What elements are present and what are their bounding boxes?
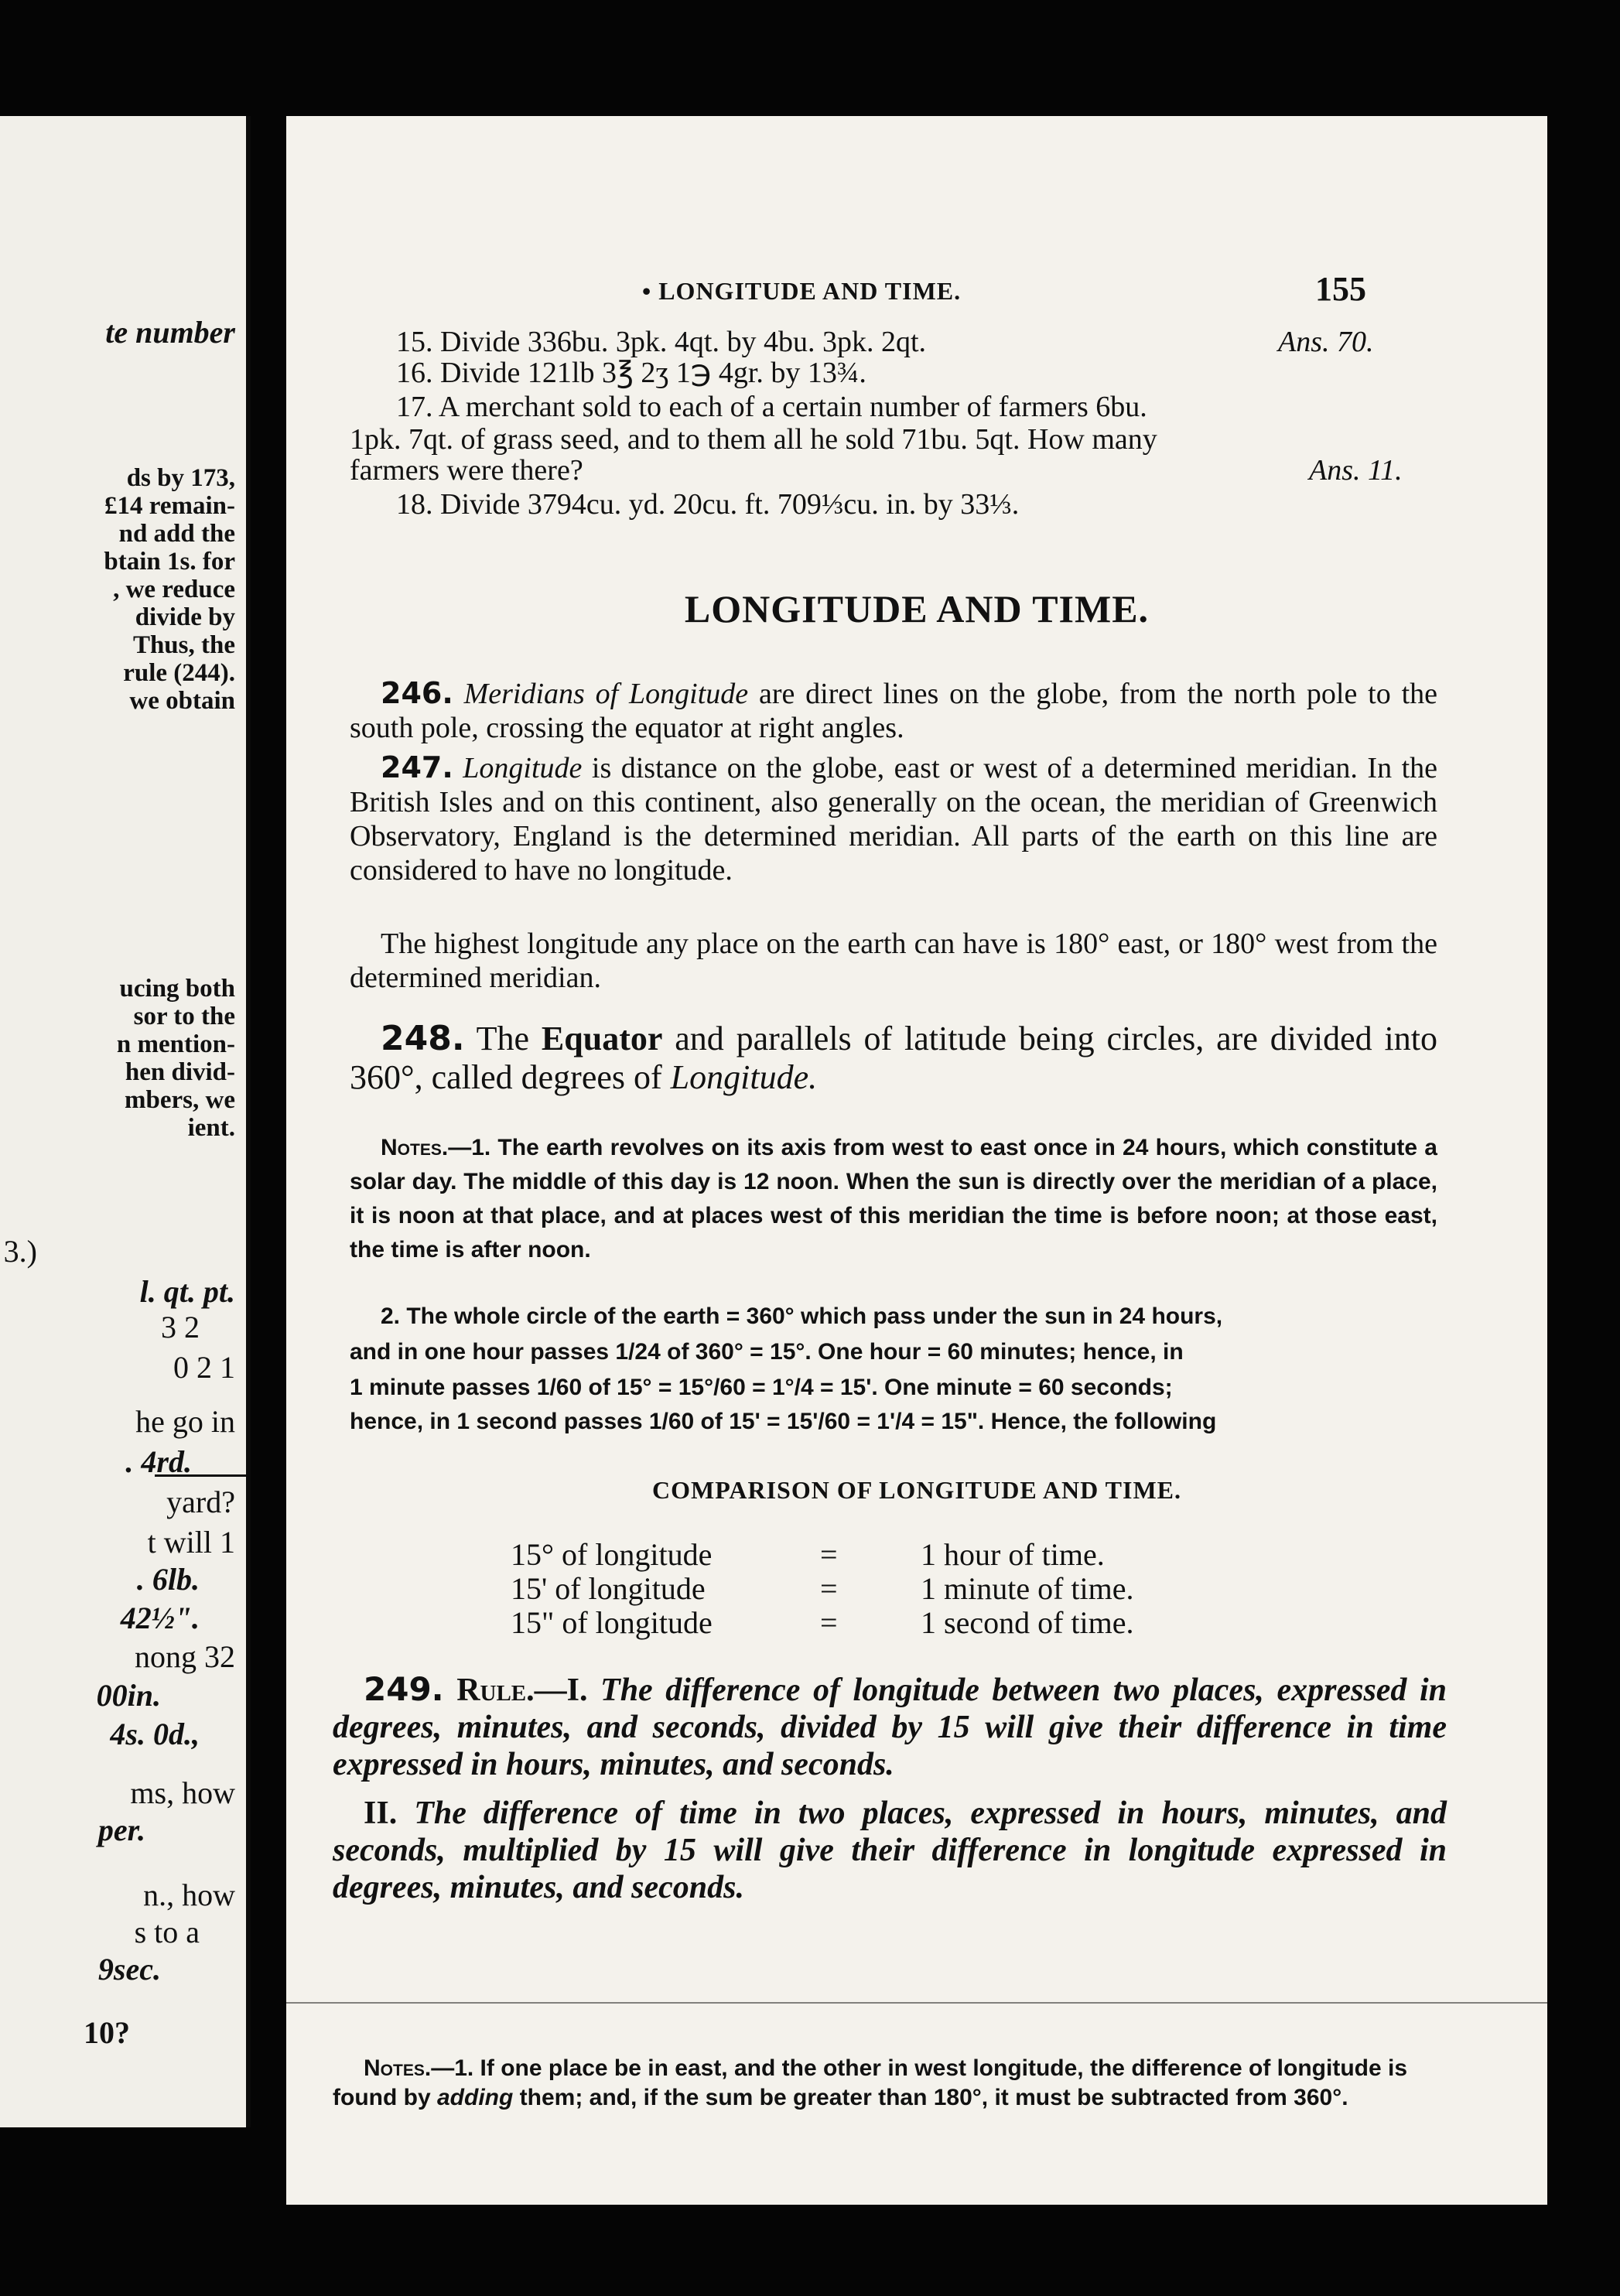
page-number: 155 (1315, 270, 1366, 308)
exercise-15-answer: Ans. 70. (1278, 326, 1374, 358)
comparison-equals: = (820, 1571, 838, 1606)
notes-label: Notes. (364, 2055, 432, 2081)
note-1-text: —1. The earth revolves on its axis from west to east once in 24 hours, which constitute a solar day. The middle of this day is 12 noon. When the sun is directly over the meridian of a place, it is noon at that place, and at places west of this meridian the time is before noon; at those east, the time is after noon. (350, 1135, 1437, 1262)
rule-249-part-1 (333, 1671, 1447, 1783)
article-number: 247. (381, 750, 453, 784)
note-2-line: 2. The whole circle of the earth = 360° which pass under the sun in 24 hours, (381, 1303, 1223, 1329)
comparison-right: 1 second of time. (921, 1605, 1134, 1640)
highest-longitude-paragraph: The highest longitude any place on the earth can have is 180° east, or 180° west from the determined meridian. (350, 928, 1437, 994)
left-line: yard? (166, 1485, 235, 1519)
article-number: 246. (381, 676, 453, 710)
left-line: 9sec. (97, 1952, 161, 1987)
left-line: Thus, the (132, 631, 235, 659)
left-line: 4s. 0d., (110, 1717, 200, 1751)
rule-249-part-2 (333, 1795, 1447, 1906)
left-line: . 4rd. (125, 1444, 192, 1479)
running-head: • LONGITUDE AND TIME. (642, 277, 962, 305)
article-text: The (476, 1020, 530, 1057)
book-gutter (251, 116, 286, 2166)
left-line: n., how (143, 1877, 235, 1912)
left-line: £14 remain- (104, 492, 235, 520)
left-line: 00in. (96, 1678, 161, 1713)
previous-page-fragment (0, 116, 251, 2127)
article-246 (350, 676, 1437, 745)
exercise-16: 16. Divide 121lb 3℥ 2ʒ 1℈ 4gr. by 13¾. (396, 357, 866, 389)
note-text: —1. If one place be in east, and the other in west longitude, the difference of longitude is found by (333, 2055, 1408, 2110)
page-155 (286, 116, 1547, 2205)
rule-text: The difference of time in two places, expressed in hours, minutes, and seconds, multiplied by 15 will give their difference in longitude expressed in degrees, minutes, and seconds. (333, 1795, 1447, 1905)
rule-label: Rule.—I. (456, 1672, 588, 1708)
left-line: ms, how (130, 1775, 235, 1810)
exercise-15: 15. Divide 336bu. 3pk. 4qt. by 4bu. 3pk. 2qt. (396, 326, 927, 358)
left-line: t will 1 (147, 1525, 235, 1560)
note-2-line: hence, in 1 second passes 1/60 of 15' = 15'/60 = 1'/4 = 15". Hence, the following (350, 1409, 1217, 1434)
left-line: nong 32 (135, 1639, 235, 1674)
note-2-line: and in one hour passes 1/24 of 360° = 15°. One hour = 60 minutes; hence, in (350, 1339, 1184, 1365)
left-line: l. qt. pt. (139, 1274, 235, 1309)
left-line: 42½". (120, 1601, 200, 1635)
article-text: is distance on the globe, east or west of a determined meridian. In the British Isles and on this continent, also generally on the ocean, the meridian of Greenwich Observatory, England is the determined meridian. All parts of the earth on this line are considered to have no longitude. (350, 752, 1438, 887)
left-line: per. (97, 1813, 145, 1847)
note-emphasis: adding (436, 2085, 514, 2110)
note-text: them; and, if the sum be greater than 180°, it must be subtracted from 360°. (519, 2085, 1348, 2110)
section-title: LONGITUDE AND TIME. (684, 587, 1150, 630)
notes-block-2 (333, 2054, 1447, 2113)
left-line: sor to the (133, 1003, 235, 1030)
exercise-17-line-2: 1pk. 7qt. of grass seed, and to them all he sold 71bu. 5qt. How many (350, 423, 1157, 456)
scan-line (286, 2002, 1547, 2004)
article-248 (350, 1020, 1437, 1097)
left-line: te number (105, 315, 235, 350)
article-number: 248. (381, 1019, 465, 1058)
comparison-equals: = (820, 1605, 838, 1640)
left-line: n mention- (116, 1030, 235, 1058)
exercise-18: 18. Divide 3794cu. yd. 20cu. ft. 709⅓cu. in. by 33⅓. (396, 488, 1020, 521)
notes-block-1 (350, 1131, 1437, 1267)
rule-label: II. (364, 1795, 398, 1831)
comparison-right: 1 hour of time. (921, 1537, 1105, 1572)
notes-label: Notes. (381, 1135, 449, 1160)
left-line: hen divid- (125, 1058, 235, 1086)
term-equator: Equator (541, 1020, 663, 1057)
exercise-17-answer: Ans. 11. (1309, 454, 1403, 487)
left-line: 3.) (3, 1234, 37, 1269)
left-line: 10? (84, 2015, 130, 2050)
comparison-left: 15° of longitude (511, 1537, 713, 1572)
left-line: 3 2 (161, 1310, 200, 1344)
left-line: ds by 173, (126, 464, 235, 492)
left-line: we obtain (129, 687, 235, 715)
left-line: ient. (187, 1114, 235, 1142)
comparison-left: 15" of longitude (511, 1605, 713, 1640)
left-line: btain 1s. for (104, 548, 235, 576)
left-line: , we reduce (113, 576, 235, 603)
exercise-17-line-3: farmers were there? (350, 454, 583, 487)
left-line: s to a (134, 1915, 200, 1949)
term-meridians: Meridians of Longitude (463, 678, 749, 710)
note-2-line: 1 minute passes 1/60 of 15° = 15°/60 = 1°/4 = 15'. One minute = 60 seconds; (350, 1375, 1173, 1400)
comparison-left: 15' of longitude (511, 1571, 706, 1606)
left-line: he go in (135, 1404, 235, 1439)
left-line: nd add the (118, 520, 235, 548)
comparison-right: 1 minute of time. (921, 1571, 1134, 1606)
article-text: and parallels of latitude being circles, are divided into 360°, called degrees of (350, 1020, 1437, 1096)
term-longitude: Longitude. (670, 1058, 818, 1096)
left-line: ucing both (119, 975, 235, 1003)
left-line: 0 2 1 (173, 1350, 235, 1385)
left-line: rule (244). (123, 659, 235, 687)
left-line: mbers, we (125, 1086, 235, 1114)
comparison-equals: = (820, 1537, 838, 1572)
rule-text: The difference of longitude between two places, expressed in degrees, minutes, and seconds, divided by 15 will give their difference in time expressed in hours, minutes, and seconds. (333, 1672, 1447, 1782)
comparison-heading: COMPARISON OF LONGITUDE AND TIME. (651, 1476, 1181, 1504)
left-line: divide by (135, 603, 235, 631)
exercise-17-line-1: 17. A merchant sold to each of a certain number of farmers 6bu. (396, 391, 1147, 423)
article-number: 249. (364, 1670, 444, 1708)
term-longitude: Longitude (463, 752, 583, 784)
left-line: . 6lb. (136, 1562, 200, 1597)
article-247 (350, 750, 1437, 887)
article-text: are direct lines on the globe, from the north pole to the south pole, crossing the equator at right angles. (350, 678, 1437, 744)
